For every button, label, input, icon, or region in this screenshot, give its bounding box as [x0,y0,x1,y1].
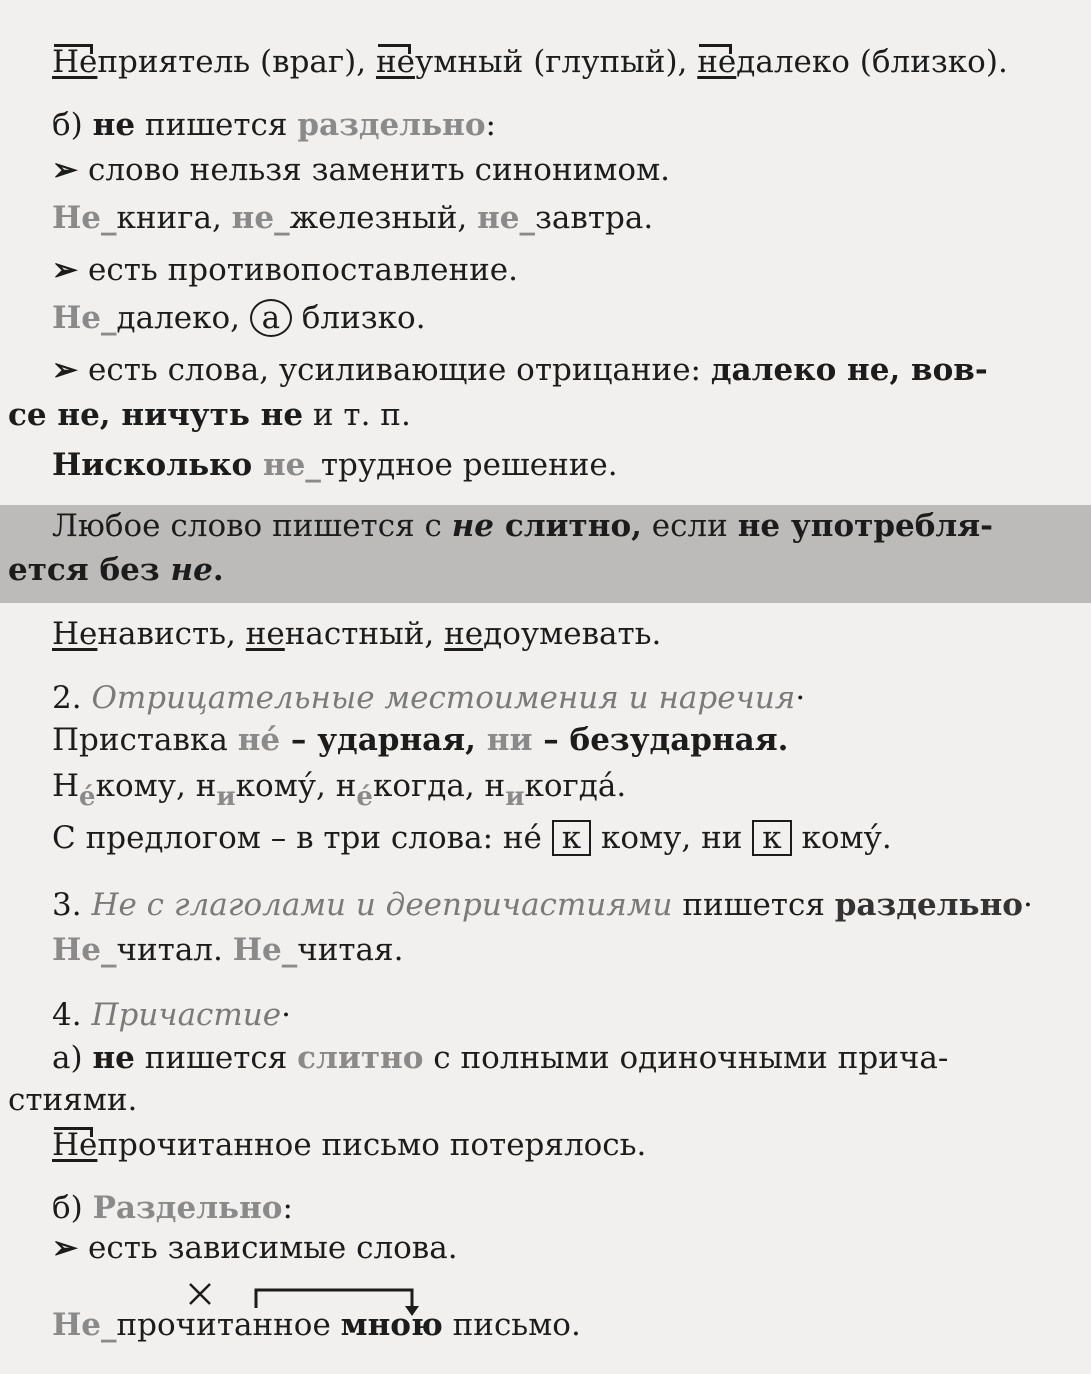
boxed-preposition: к [752,820,791,856]
line-1: Неприятель (враг), неумный (глупый), недалеко (близко). [52,44,1008,80]
line-15: $Н_{е́}кому$, $н_икому́$, $н_{е́}когда$, $н_икогда́$. [52,768,627,812]
line-22: Непрочитанное письмо потерялось. [52,1127,647,1163]
line-13: 2. Отрицательные местоимения и наречия· [52,680,806,716]
line-23: б) Раздельно: [52,1190,293,1226]
arrow-icon: ➢ [52,1230,78,1266]
rule-line-1: Любое слово пишется с не слитно, если не употребля- [52,508,994,544]
line-17: 3. Не с глаголами и деепричастиями пишется раздельно· [52,887,1033,923]
arrow-icon: ➢ [52,252,78,288]
prefix-mark: Не [52,1127,98,1163]
line-14: Приставка не́ – ударная, ни – безударная. [52,722,789,758]
line-21: стиями. [8,1082,138,1118]
line-19: 4. Причастие· [52,997,291,1033]
line-16: С предлогом – в три слова: не́ к кому, ни к кому́. [52,820,892,856]
prefix-mark: Не [52,44,98,80]
line-6: Не_далеко, а близко. [52,300,426,336]
line-4: Не_книга, не_железный, не_завтра. [52,200,654,236]
line-7: ➢ есть слова, усиливающие отрицание: далеко не, вов- [52,352,988,388]
arrow-icon: ➢ [52,152,78,188]
line-20: а) не пишется слитно с полными одиночными прича- [52,1040,949,1076]
arrow-icon: ➢ [52,352,78,388]
line-24: ➢ есть зависимые слова. [52,1230,458,1266]
line-8: се не, ничуть не и т. п. [8,397,411,433]
line-5: ➢ есть противопоставление. [52,252,519,288]
line-12: Ненависть, ненастный, недоумевать. [52,616,662,652]
line-9: Нисколько не_трудное решение. [52,447,618,483]
rule-line-2: ется без не. [8,552,224,588]
line-2: б) не пишется раздельно: [52,107,496,143]
line-3: ➢ слово нельзя заменить синонимом. [52,152,671,188]
line-18: Не_читал. Не_читая. [52,932,404,968]
prefix-mark: не [697,44,737,80]
prefix-mark: не [375,44,415,80]
circled-conjunction: а [250,299,292,337]
boxed-preposition: к [552,820,591,856]
line-25: Не_прочитанное мною письмо. [52,1307,581,1343]
